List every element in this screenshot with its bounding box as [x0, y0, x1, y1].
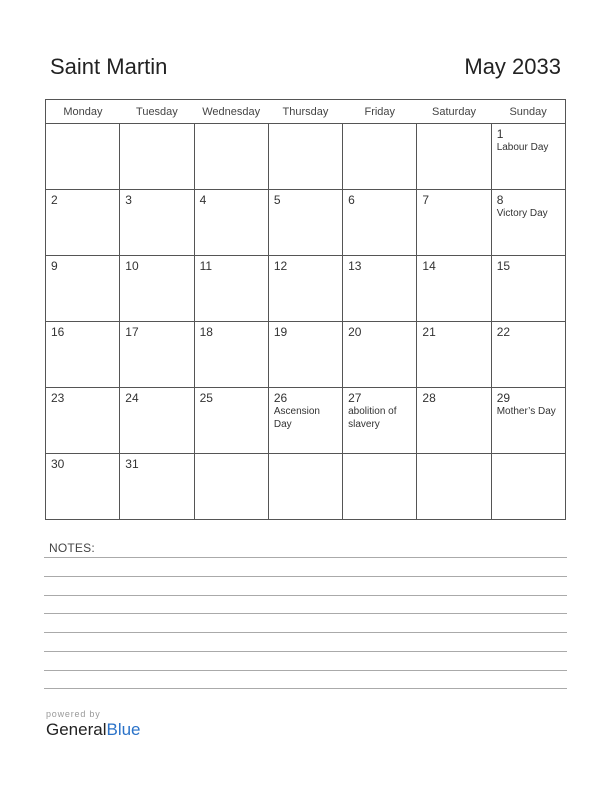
- calendar-day-cell: [46, 124, 120, 190]
- calendar-day-cell: [268, 388, 342, 454]
- calendar-body: [46, 124, 566, 520]
- day-number: 21: [422, 325, 436, 339]
- day-number: 1: [496, 127, 504, 141]
- calendar-day-cell: [194, 256, 268, 322]
- calendar-day-cell: [491, 454, 565, 520]
- day-number: 16: [51, 325, 65, 339]
- day-number: 2: [51, 193, 58, 207]
- calendar-day-cell: [194, 190, 268, 256]
- calendar-day-cell: [343, 256, 417, 322]
- weekday-header-row: [46, 100, 566, 124]
- calendar-day-cell: [343, 454, 417, 520]
- day-number: 4: [199, 193, 207, 207]
- weekday-monday: Monday: [46, 100, 120, 124]
- calendar-day-cell: [120, 454, 194, 520]
- calendar-day-cell: [268, 322, 342, 388]
- day-number: 30: [51, 457, 65, 471]
- holiday-label: Mother’s Day: [496, 406, 556, 417]
- calendar-week-row: [46, 388, 566, 454]
- day-number: 28: [422, 391, 436, 405]
- calendar-day-cell: [417, 454, 491, 520]
- note-line: [44, 613, 567, 614]
- calendar-day-cell: [417, 388, 491, 454]
- calendar-day-cell: [194, 454, 268, 520]
- holiday-label: Ascension Day: [273, 406, 320, 430]
- powered-by-text: powered by: [46, 709, 101, 719]
- calendar-week-row: [46, 190, 566, 256]
- weekday-wednesday: Wednesday: [194, 100, 268, 124]
- calendar-day-cell: [268, 190, 342, 256]
- notes-label: NOTES:: [49, 541, 95, 555]
- calendar-day-cell: [343, 124, 417, 190]
- calendar-grid: [45, 99, 566, 520]
- day-number: 23: [51, 391, 65, 405]
- footer-brand: [46, 709, 141, 740]
- day-number: 25: [199, 391, 213, 405]
- day-number: 19: [273, 325, 288, 339]
- calendar-day-cell: [491, 256, 565, 322]
- calendar-day-cell: [343, 388, 417, 454]
- day-number: 8: [496, 193, 504, 207]
- calendar-day-cell: [120, 124, 194, 190]
- day-number: 3: [125, 193, 132, 207]
- day-number: 29: [496, 391, 511, 405]
- day-number: 22: [496, 325, 511, 339]
- calendar-day-cell: [46, 256, 120, 322]
- note-line: [44, 595, 567, 596]
- day-number: 14: [422, 259, 436, 273]
- calendar-day-cell: [491, 124, 565, 190]
- calendar-week-row: [46, 256, 566, 322]
- day-number: 18: [199, 325, 213, 339]
- calendar-day-cell: [46, 322, 120, 388]
- calendar-day-cell: [194, 322, 268, 388]
- day-number: 7: [422, 193, 430, 207]
- calendar-day-cell: [491, 322, 565, 388]
- calendar-day-cell: [417, 256, 491, 322]
- calendar-day-cell: [268, 256, 342, 322]
- note-line: [44, 576, 567, 577]
- calendar-day-cell: [46, 190, 120, 256]
- note-line: [44, 557, 567, 558]
- weekday-saturday: Saturday: [417, 100, 491, 124]
- calendar-day-cell: [491, 388, 565, 454]
- calendar-day-cell: [491, 190, 565, 256]
- day-number: 10: [125, 259, 139, 273]
- calendar-day-cell: [120, 190, 194, 256]
- day-number: 13: [348, 259, 362, 273]
- calendar-day-cell: [268, 454, 342, 520]
- day-number: 6: [348, 193, 355, 207]
- day-number: 12: [273, 259, 288, 273]
- holiday-label: Victory Day: [496, 208, 548, 219]
- brand-general: General: [46, 720, 107, 739]
- calendar-day-cell: [120, 322, 194, 388]
- calendar-day-cell: [417, 322, 491, 388]
- day-number: 5: [273, 193, 281, 207]
- calendar-day-cell: [417, 190, 491, 256]
- day-number: 31: [125, 457, 139, 471]
- note-line: [44, 688, 567, 689]
- brand-logo: [46, 720, 141, 740]
- day-number: 20: [348, 325, 362, 339]
- page-title-month-year: May 2033: [464, 54, 561, 79]
- calendar-day-cell: [343, 322, 417, 388]
- calendar-week-row: [46, 124, 566, 190]
- day-number: 15: [496, 259, 511, 273]
- weekday-sunday: Sunday: [491, 100, 565, 124]
- page-title-country: Saint Martin: [50, 54, 168, 79]
- calendar-day-cell: [417, 124, 491, 190]
- calendar-day-cell: [120, 256, 194, 322]
- holiday-label: Labour Day: [496, 142, 549, 153]
- holiday-label: abolition of slavery: [348, 406, 397, 430]
- note-line: [44, 632, 567, 633]
- calendar-day-cell: [268, 124, 342, 190]
- calendar-week-row: [46, 454, 566, 520]
- day-number: 26: [273, 391, 288, 405]
- note-line: [44, 670, 567, 671]
- calendar-day-cell: [46, 388, 120, 454]
- day-number: 27: [348, 391, 362, 405]
- calendar-day-cell: [46, 454, 120, 520]
- weekday-tuesday: Tuesday: [120, 100, 194, 124]
- brand-blue: Blue: [106, 720, 141, 739]
- day-number: 9: [51, 259, 58, 273]
- weekday-friday: Friday: [343, 100, 417, 124]
- weekday-thursday: Thursday: [268, 100, 342, 124]
- day-number: 17: [125, 325, 139, 339]
- day-number: 11: [199, 259, 213, 273]
- calendar-day-cell: [343, 190, 417, 256]
- calendar-day-cell: [194, 124, 268, 190]
- calendar-day-cell: [194, 388, 268, 454]
- calendar-week-row: [46, 322, 566, 388]
- calendar-day-cell: [120, 388, 194, 454]
- note-line: [44, 651, 567, 652]
- day-number: 24: [125, 391, 139, 405]
